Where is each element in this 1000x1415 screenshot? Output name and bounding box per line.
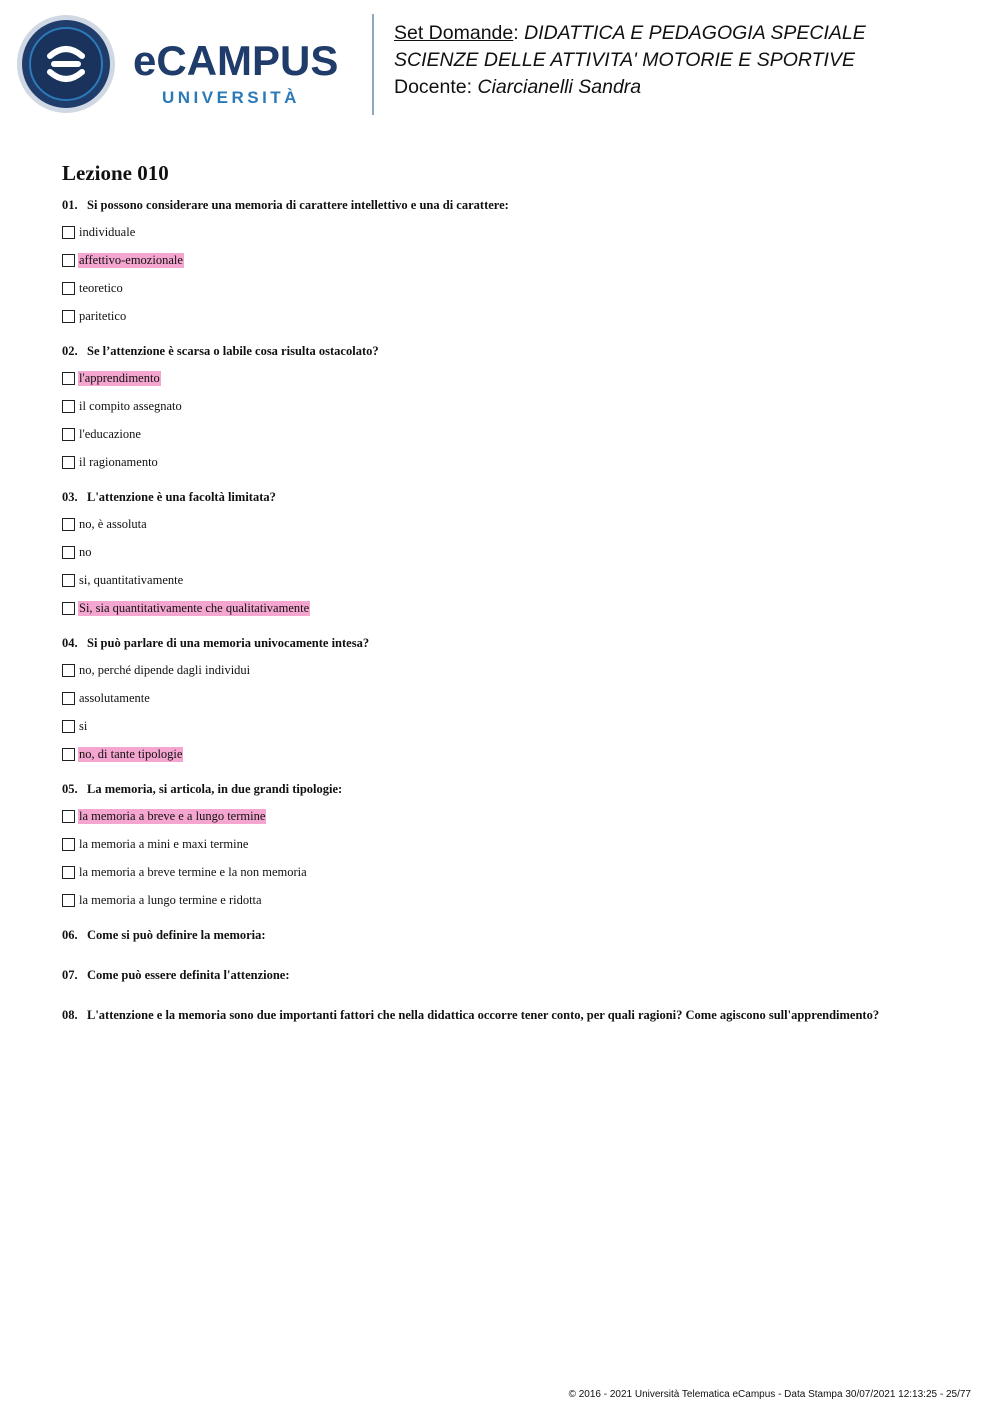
answer-label: teoretico <box>79 280 123 295</box>
question-label: La memoria, si articola, in due grandi tipologie: <box>87 782 343 796</box>
correct-answer-label: l'apprendimento <box>79 370 160 385</box>
answer-checkbox[interactable] <box>62 574 75 587</box>
answer-option[interactable] <box>62 566 962 594</box>
answer-option[interactable] <box>62 594 962 622</box>
question-text <box>62 487 962 507</box>
ecampus-emblem-icon <box>16 14 116 114</box>
answer-checkbox[interactable] <box>62 866 75 879</box>
header-info: Set Domande: DIDATTICA E PEDAGOGIA SPECIALE SCIENZE DELLE ATTIVITA' MOTORIE E SPORTIVE Docente: Ciarcianelli Sandra <box>394 22 866 98</box>
answer-checkbox[interactable] <box>62 282 75 295</box>
header-divider <box>372 14 374 115</box>
answer-option[interactable] <box>62 886 962 914</box>
question-label: Si possono considerare una memoria di carattere intellettivo e una di carattere: <box>87 198 509 212</box>
answer-label: si <box>79 718 88 733</box>
answer-checkbox[interactable] <box>62 226 75 239</box>
answer-label: la memoria a lungo termine e ridotta <box>79 892 262 907</box>
question-text <box>62 633 962 653</box>
correct-answer-label: la memoria a breve e a lungo termine <box>79 808 266 823</box>
teacher-label: Docente: <box>394 76 473 98</box>
logo-wordmark: eCAMPUS <box>133 37 339 84</box>
question-number: 07. <box>62 968 78 982</box>
answer-label: no <box>79 544 92 559</box>
open-question-text <box>62 1005 962 1025</box>
answer-option[interactable] <box>62 364 962 392</box>
answer-option[interactable] <box>62 684 962 712</box>
answer-label: la memoria a breve termine e la non memoria <box>79 864 307 879</box>
answer-label: no, è assoluta <box>79 516 147 531</box>
answer-checkbox[interactable] <box>62 748 75 761</box>
answer-option[interactable] <box>62 420 962 448</box>
answer-checkbox[interactable] <box>62 838 75 851</box>
page-footer: © 2016 - 2021 Università Telematica eCampus - Data Stampa 30/07/2021 12:13:25 - 25/77 <box>568 1389 971 1400</box>
answer-label: assolutamente <box>79 690 150 705</box>
correct-answer-label: no, di tante tipologie <box>79 746 183 761</box>
answer-option[interactable] <box>62 656 962 684</box>
question-number: 06. <box>62 928 78 942</box>
question-number: 01. <box>62 198 78 212</box>
answer-checkbox[interactable] <box>62 602 75 615</box>
question-label: Come si può definire la memoria: <box>87 928 266 942</box>
answer-label: individuale <box>79 224 136 239</box>
question-label: L'attenzione è una facoltà limitata? <box>87 490 276 504</box>
question-number: 03. <box>62 490 78 504</box>
answer-option[interactable] <box>62 802 962 830</box>
open-question-text <box>62 965 962 985</box>
question-label: Se l’attenzione è scarsa o labile cosa risulta ostacolato? <box>87 344 379 358</box>
open-question-text <box>62 925 962 945</box>
answer-checkbox[interactable] <box>62 400 75 413</box>
answer-checkbox[interactable] <box>62 254 75 267</box>
answer-label: la memoria a mini e maxi termine <box>79 836 249 851</box>
answer-checkbox[interactable] <box>62 810 75 823</box>
answer-checkbox[interactable] <box>62 894 75 907</box>
answer-label: il ragionamento <box>79 454 158 469</box>
answer-label: l'educazione <box>79 426 141 441</box>
question-number: 04. <box>62 636 78 650</box>
answer-label: paritetico <box>79 308 127 323</box>
logo-subtext: UNIVERSITÀ <box>162 88 300 107</box>
answer-option[interactable] <box>62 302 962 330</box>
question-number: 05. <box>62 782 78 796</box>
answer-label: no, perché dipende dagli individui <box>79 662 251 677</box>
answer-option[interactable] <box>62 538 962 566</box>
answer-option[interactable] <box>62 830 962 858</box>
question-text <box>62 341 962 361</box>
question-number: 02. <box>62 344 78 358</box>
set-title-line1: DIDATTICA E PEDAGOGIA SPECIALE <box>524 22 866 44</box>
correct-answer-label: affettivo-emozionale <box>79 252 183 267</box>
lesson-title: Lezione 010 <box>62 161 169 185</box>
question-label: Si può parlare di una memoria univocamente intesa? <box>87 636 370 650</box>
answer-checkbox[interactable] <box>62 310 75 323</box>
question-label: L'attenzione e la memoria sono due importanti fattori che nella didattica occorre tener conto, per quali ragioni? Come agiscono sull'apprendimento? <box>87 1008 880 1022</box>
answer-checkbox[interactable] <box>62 692 75 705</box>
set-title-line2: SCIENZE DELLE ATTIVITA' MOTORIE E SPORTIVE <box>394 49 855 71</box>
answer-option[interactable] <box>62 740 962 768</box>
answer-option[interactable] <box>62 218 962 246</box>
question-text <box>62 195 962 215</box>
question-list <box>62 195 962 1045</box>
answer-label: si, quantitativamente <box>79 572 184 587</box>
answer-option[interactable] <box>62 510 962 538</box>
answer-checkbox[interactable] <box>62 664 75 677</box>
correct-answer-label: Si, sia quantitativamente che qualitativamente <box>79 600 310 615</box>
answer-checkbox[interactable] <box>62 428 75 441</box>
answer-option[interactable] <box>62 448 962 476</box>
question-text <box>62 779 962 799</box>
teacher-name: Ciarcianelli Sandra <box>477 76 642 98</box>
question-number: 08. <box>62 1008 78 1022</box>
page-header <box>0 0 1000 130</box>
answer-checkbox[interactable] <box>62 372 75 385</box>
question-label: Come può essere definita l'attenzione: <box>87 968 290 982</box>
answer-checkbox[interactable] <box>62 546 75 559</box>
answer-option[interactable] <box>62 858 962 886</box>
answer-label: il compito assegnato <box>79 398 182 413</box>
answer-option[interactable] <box>62 274 962 302</box>
set-label: Set Domande <box>394 22 514 44</box>
answer-option[interactable] <box>62 392 962 420</box>
answer-checkbox[interactable] <box>62 456 75 469</box>
answer-option[interactable] <box>62 712 962 740</box>
answer-option[interactable] <box>62 246 962 274</box>
answer-checkbox[interactable] <box>62 720 75 733</box>
answer-checkbox[interactable] <box>62 518 75 531</box>
